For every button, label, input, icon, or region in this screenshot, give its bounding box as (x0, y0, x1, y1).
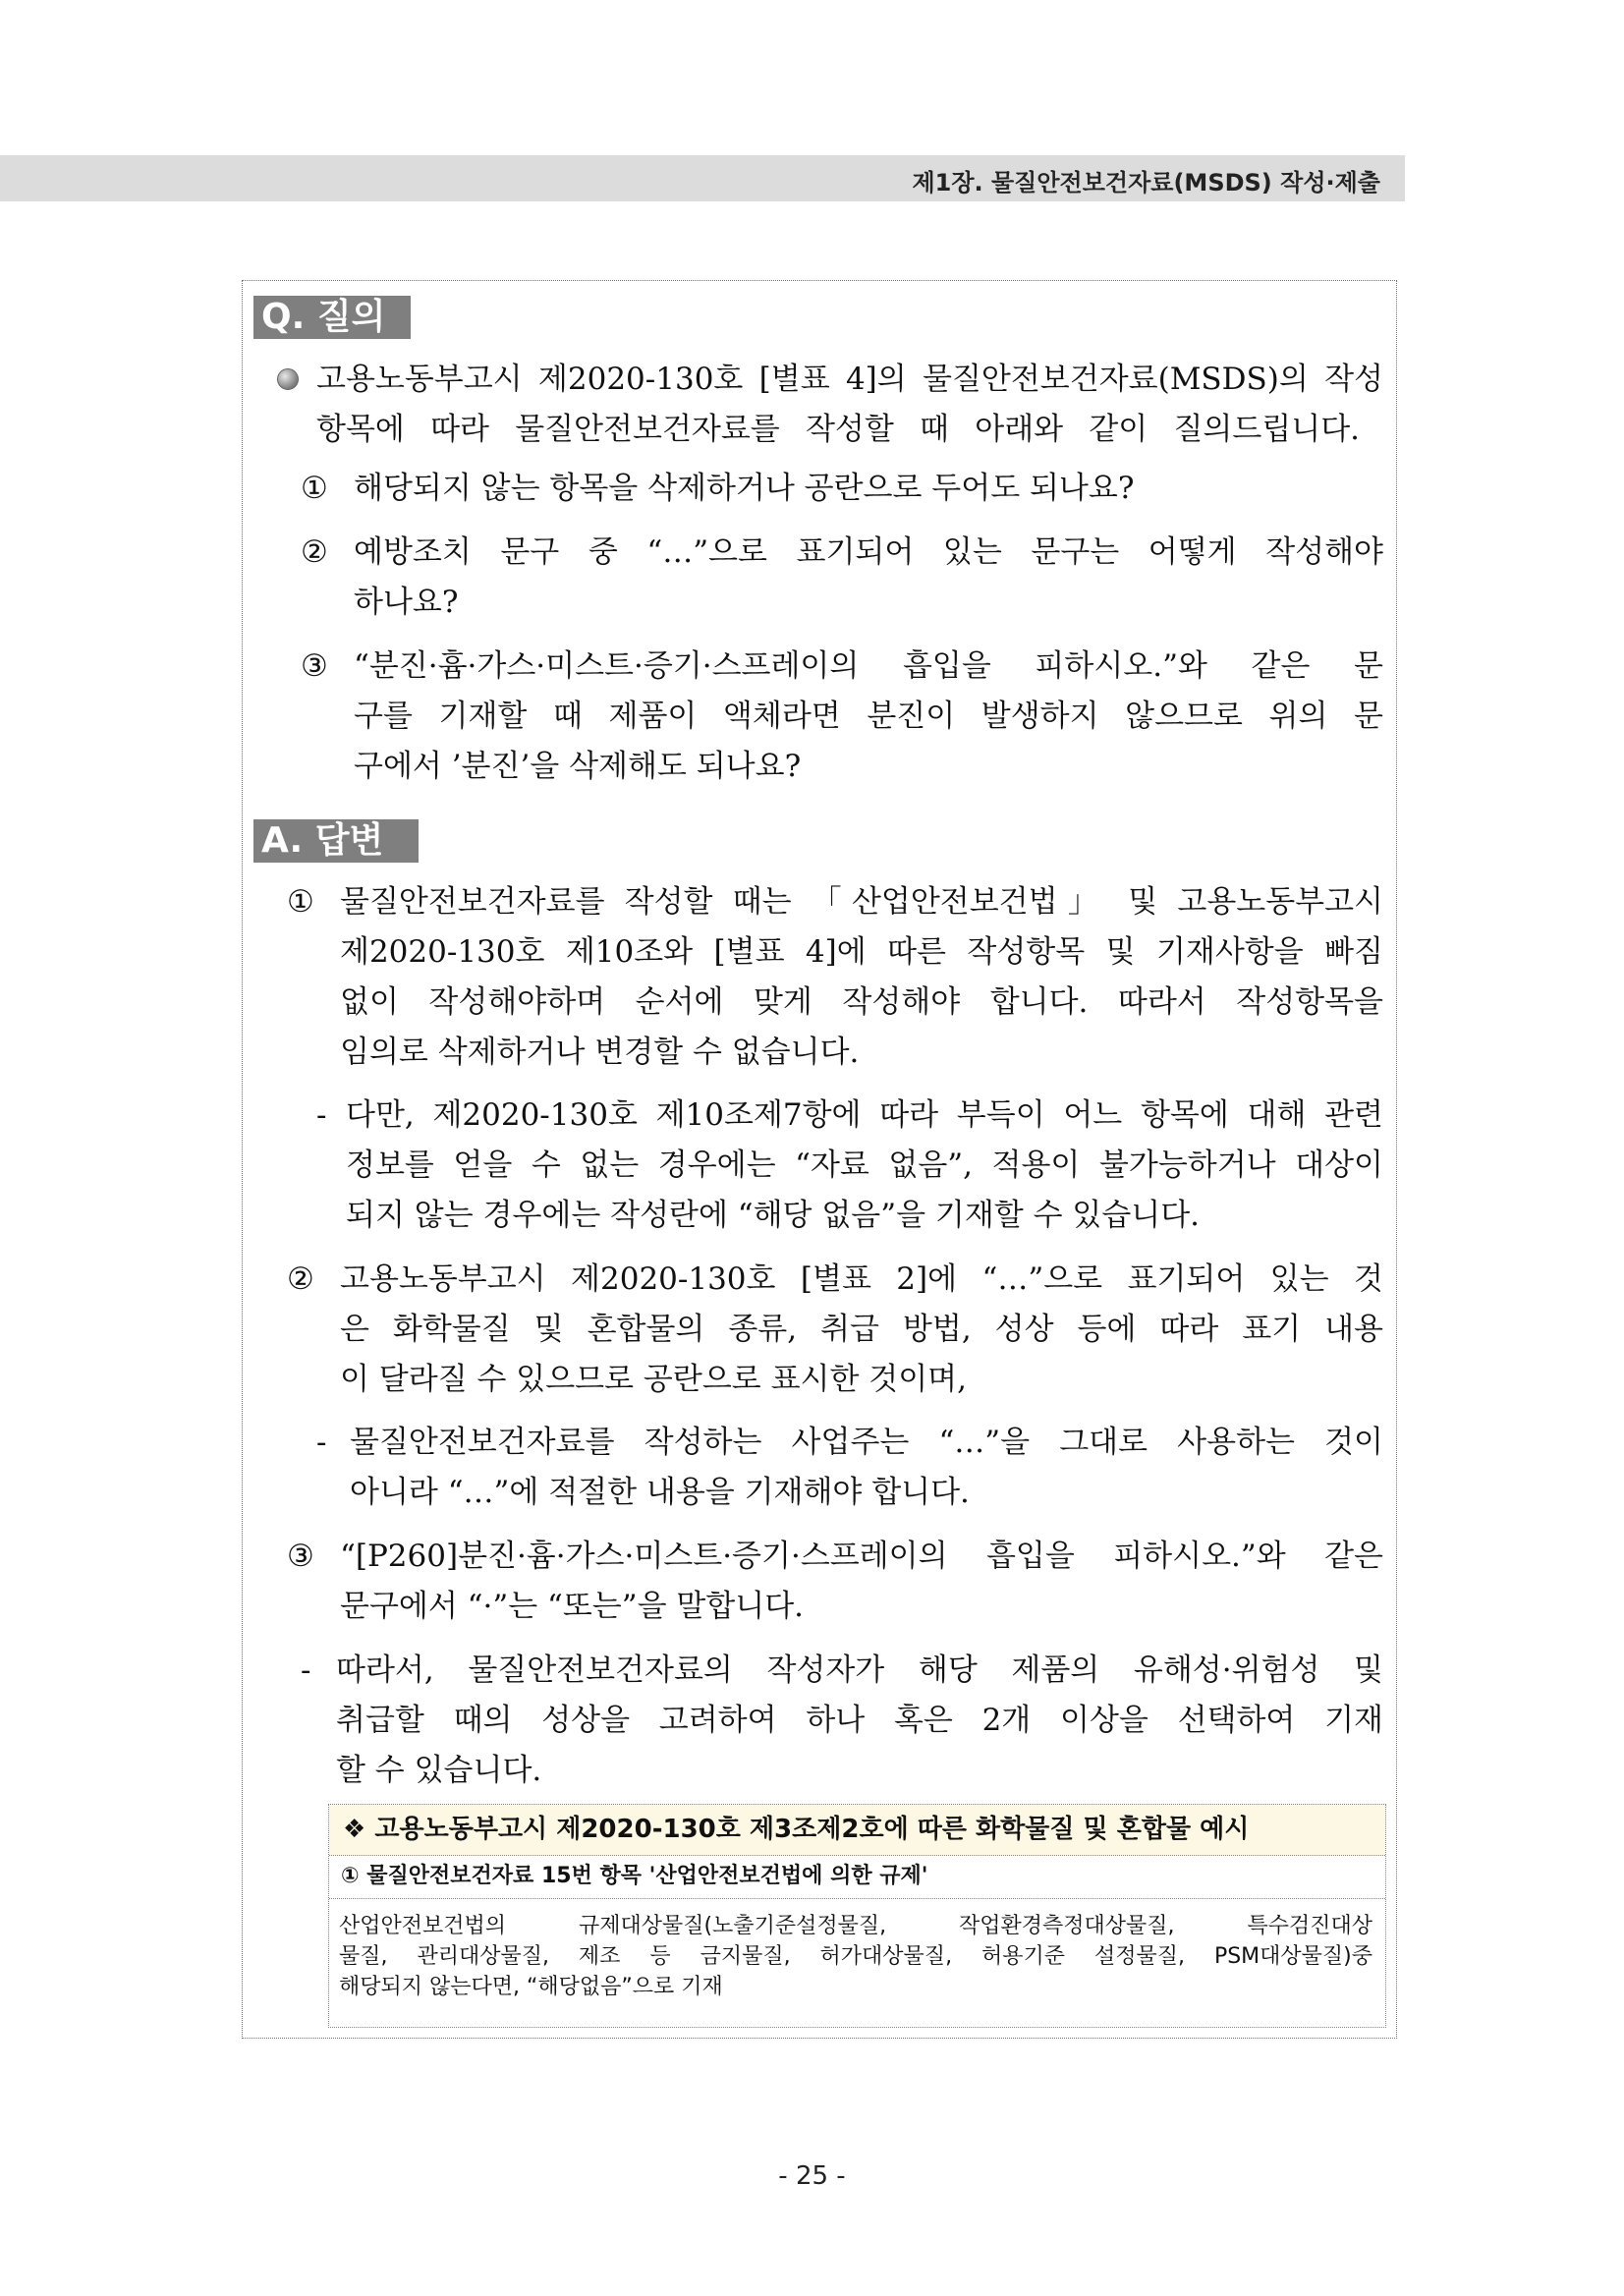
question-item-3 (354, 642, 1383, 792)
answer-item-4 (350, 1418, 1383, 1518)
question-label: Q. 질의 (253, 296, 411, 339)
answer-item-line: 다만, 제2020-130호 제10조제7항에 따라 부득이 어느 항목에 대해 관련 (346, 1097, 1383, 1133)
answer-item-line: 문구에서 “·”는 “또는”을 말합니다. (340, 1589, 805, 1624)
question-item-line: 하나요? (354, 585, 459, 620)
answer-item-line: 은 화학물질 및 혼합물의 종류, 취급 방법, 성상 등에 따라 표기 내용 (340, 1312, 1383, 1347)
answer-item-line: 이 달라질 수 있으므로 공란으로 표시한 것이며, (340, 1362, 967, 1397)
answer-item-3 (340, 1255, 1383, 1405)
question-item-marker: ② (301, 534, 328, 570)
example-body-line: 물질, 관리대상물질, 제조 등 금지물질, 허가대상물질, 허용기준 설정물질, PSM대상물질)중 (339, 1944, 1372, 1969)
bullet-dot-icon (277, 368, 299, 390)
question-intro (316, 355, 1383, 405)
answer-item-line: 없이 작성해야하며 순서에 맞게 작성해야 합니다. 따라서 작성항목을 (340, 984, 1383, 1020)
question-item-line: 구에서 ’분진’을 삭제해도 되나요? (354, 749, 802, 784)
answer-item-marker: ① (287, 884, 314, 920)
chapter-header-band (0, 155, 1405, 201)
example-body-line: 해당되지 않는다면, “해당없음”으로 기재 (339, 1975, 723, 1999)
example-body (339, 1911, 1372, 2002)
answer-item-line: 아니라 “…”에 적절한 내용을 기재해야 합니다. (350, 1475, 970, 1510)
question-item-line: 해당되지 않는 항목을 삭제하거나 공란으로 두어도 되나요? (354, 471, 1135, 506)
example-subtitle: ① 물질안전보건자료 15번 항목 '산업안전보건법에 의한 규제' (329, 1856, 1385, 1899)
answer-item-line: 취급할 때의 성상을 고려하여 하나 혹은 2개 이상을 선택하여 기재 (336, 1703, 1383, 1738)
example-table (328, 1804, 1386, 2028)
answer-item-line: 되지 않는 경우에는 작성란에 “해당 없음”을 기재할 수 있습니다. (346, 1198, 1201, 1233)
answer-item-line: 임의로 삭제하거나 변경할 수 없습니다. (340, 1035, 860, 1070)
answer-item-line: 물질안전보건자료를 작성할 때는 「산업안전보건법」 및 고용노동부고시 (340, 884, 1383, 920)
answer-item-line: 정보를 얻을 수 없는 경우에는 “자료 없음”, 적용이 불가능하거나 대상이 (346, 1148, 1383, 1183)
answer-item-marker: - (316, 1425, 327, 1460)
answer-item-5 (340, 1532, 1383, 1632)
answer-item-line: 따라서, 물질안전보건자료의 작성자가 해당 제품의 유해성·위험성 및 (336, 1652, 1383, 1688)
answer-item-marker: - (316, 1097, 327, 1133)
page-number: - 25 - (778, 2161, 846, 2191)
answer-item-line: 물질안전보건자료를 작성하는 사업주는 “…”을 그대로 사용하는 것이 (350, 1425, 1383, 1460)
answer-label: A. 답변 (253, 819, 419, 863)
question-item-line: “분진·흄·가스·미스트·증기·스프레이의 흡입을 피하시오.”와 같은 문 (354, 648, 1383, 684)
question-item-marker: ① (301, 471, 328, 506)
example-body-line: 산업안전보건법의 규제대상물질(노출기준설정물질, 작업환경측정대상물질, 특수검진대상 (339, 1914, 1372, 1938)
answer-item-marker: ② (287, 1261, 314, 1297)
example-title: ❖ 고용노동부고시 제2020-130호 제3조제2호에 따른 화학물질 및 혼합물 예시 (329, 1805, 1385, 1856)
chapter-title: 제1장. 물질안전보건자료(MSDS) 작성·제출 (912, 169, 1380, 196)
answer-item-6 (336, 1646, 1383, 1796)
question-item-line: 예방조치 문구 중 “…”으로 표기되어 있는 문구는 어떻게 작성해야 (354, 534, 1383, 570)
answer-item-line: 고용노동부고시 제2020-130호 [별표 2]에 “…”으로 표기되어 있는 것 (340, 1261, 1383, 1297)
answer-item-line: “[P260]분진·흄·가스·미스트·증기·스프레이의 흡입을 피하시오.”와 같은 (340, 1539, 1383, 1574)
answer-item-marker: ③ (287, 1539, 314, 1574)
question-intro-line: 고용노동부고시 제2020-130호 [별표 4]의 물질안전보건자료(MSDS)의 작성 (316, 362, 1383, 397)
question-item-1 (354, 464, 1336, 514)
question-intro-cont (316, 405, 1360, 455)
answer-item-1 (340, 877, 1383, 1078)
question-intro-line: 항목에 따라 물질안전보건자료를 작성할 때 아래와 같이 질의드립니다. (316, 412, 1360, 447)
question-item-2 (354, 528, 1383, 628)
answer-item-2 (346, 1091, 1383, 1241)
answer-item-line: 할 수 있습니다. (336, 1753, 542, 1788)
answer-item-marker: - (301, 1652, 311, 1688)
answer-item-line: 제2020-130호 제10조와 [별표 4]에 따른 작성항목 및 기재사항을 빠짐 (340, 934, 1383, 970)
question-item-line: 구를 기재할 때 제품이 액체라면 분진이 발생하지 않으므로 위의 문 (354, 699, 1383, 734)
question-item-marker: ③ (301, 648, 328, 684)
